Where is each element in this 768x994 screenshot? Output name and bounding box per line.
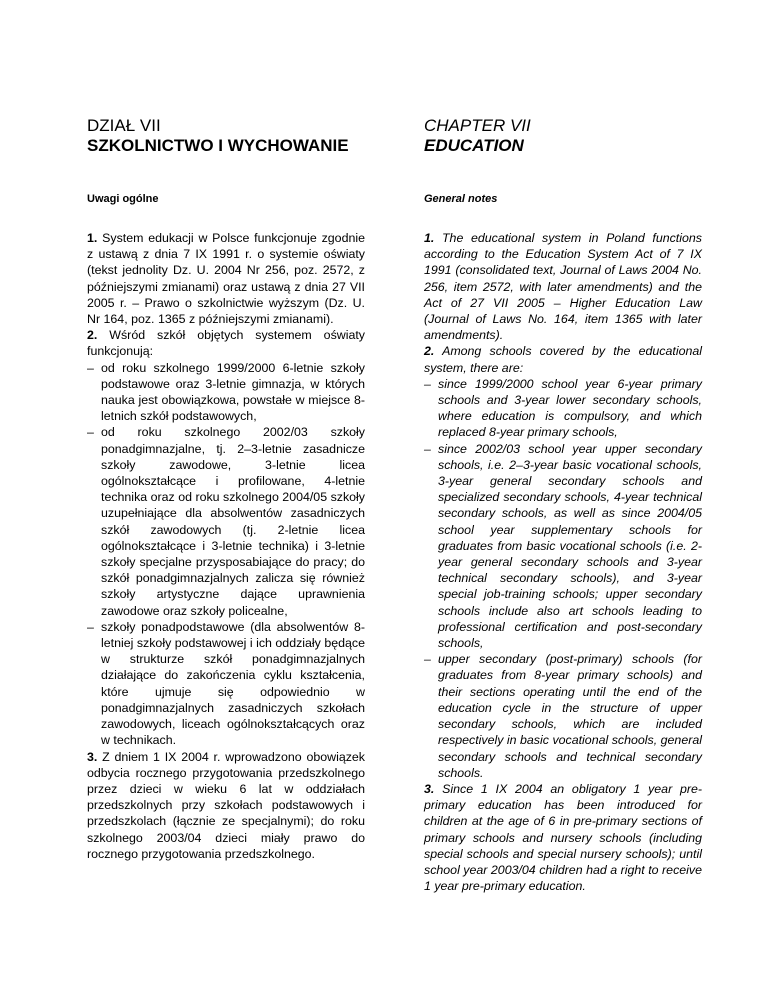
paragraph-text: Wśród szkół objętych systemem oświaty funkcjonują: <box>87 328 366 359</box>
paragraph-number: 2. <box>424 344 435 359</box>
paragraph-2-pl <box>87 327 365 359</box>
list-item <box>87 619 365 749</box>
paragraph-number: 1. <box>424 231 435 245</box>
paragraph-number: 3. <box>424 781 435 796</box>
polish-column <box>87 116 365 862</box>
list-item-text: szkoły ponadpodstawowe (dla absolwentów 8-letniej szkoły podstawowej i ich oddziały będące w strukturze szkół ponadgimnazjalnych działające do zakończenia cyklu kształcenia, które ujmuje się odpowiednio w ponadgimnazjalnych zasadniczych szkołach zawodowych, liceach ogólnokształcących oraz w technikach. <box>101 619 365 748</box>
paragraph-text: System edukacji w Polsce funkcjonuje zgodnie z ustawą z dnia 7 IX 1991 r. o systemie oświaty (tekst jednolity Dz. U. 2004 Nr 256, poz. 2572, z późniejszymi zmianami) oraz ustawą z dnia 27 VII 2005 r. – Prawo o szkolnictwie wyższym (Dz. U. Nr 164, poz. 1365 z późniejszymi zmianami). <box>87 231 365 327</box>
school-list-en <box>424 376 702 781</box>
dash-bullet: – <box>424 652 431 667</box>
paragraph-text: Among schools covered by the educational system, there are: <box>424 344 702 375</box>
list-item-text: upper secondary (post-primary) schools (for graduates from 8-year primary schools) and their sections operating until the end of the education cycle in the structure of upper secondary schools, which are included respectively in basic vocational schools, general secondary schools and technical secondary schools. <box>438 652 702 780</box>
dash-bullet: – <box>424 441 431 456</box>
chapter-title-pl: SZKOLNICTWO I WYCHOWANIE <box>87 136 349 155</box>
paragraph-text: Z dniem 1 IX 2004 r. wprowadzono obowiązek odbycia rocznego przygotowania przedszkolnego przez dzieci w wieku 6 lat w oddziałach przedszkolnych przy szkołach podstawowych i przedszkolach (łącznie ze specjalnymi); do roku szkolnego 2003/04 dzieci miały prawo do rocznego przygotowania przedszkolnego. <box>87 749 365 861</box>
paragraph-3-en <box>424 781 702 894</box>
paragraph-number: 3. <box>87 749 98 764</box>
list-item <box>87 360 365 425</box>
body-text-pl <box>87 230 365 862</box>
notes-heading-en: General notes <box>424 193 498 205</box>
school-list-pl <box>87 360 365 749</box>
list-item-text: od roku szkolnego 2002/03 szkoły ponadgimnazjalne, tj. 2–3-letnie zasadnicze szkoły zawodowe, 3-letnie licea ogólnokształcące i profilowane, 4-letnie technika oraz od roku szkolnego 2004/05 szkoły uzupełniające dla absolwentów zasadniczych szkół zawodowych (tj. 2-letnie licea ogólnokształcące i 3-letnie technika) i 3-letnie szkoły specjalne przysposabiające do pracy; do szkół ponadgimnazjalnych zalicza się również szkoły artystyczne dające uprawnienia zawodowe oraz szkoły policealne, <box>101 425 365 618</box>
paragraph-number: 1. <box>87 231 98 245</box>
paragraph-1-pl <box>87 230 365 327</box>
list-item <box>424 376 702 441</box>
chapter-label-en: CHAPTER VII <box>424 116 531 135</box>
paragraph-2-en <box>424 343 702 375</box>
dash-bullet: – <box>424 376 431 391</box>
dash-bullet: – <box>87 425 94 440</box>
dash-bullet: – <box>87 360 94 375</box>
body-text-en <box>424 230 702 894</box>
list-item <box>87 424 365 618</box>
list-item-text: od roku szkolnego 1999/2000 6-letnie szkoły podstawowe oraz 3-letnie gimnazja, w których nauka jest obowiązkowa, powstałe w miejsce 8-letnich szkół podstawowych, <box>101 360 365 424</box>
list-item <box>424 651 702 781</box>
list-item-text: since 1999/2000 school year 6-year primary schools and 3-year lower secondary schools, where education is compulsory, and which replaced 8-year primary schools, <box>438 376 702 440</box>
english-column <box>424 116 702 894</box>
paragraph-number: 2. <box>87 328 98 343</box>
paragraph-text: The educational system in Poland functions according to the Education System Act of 7 IX 1991 (consolidated text, Journal of Laws 2004 No. 256, item 2572, with later amendments) and the Act of 27 VII 2005 – Higher Education Law (Journal of Laws No. 164, item 1365 with later amendments). <box>424 231 702 343</box>
notes-heading-pl: Uwagi ogólne <box>87 193 159 205</box>
chapter-title-en: EDUCATION <box>424 136 524 155</box>
paragraph-text: Since 1 IX 2004 an obligatory 1 year pre-primary education has been introduced for children at the age of 6 in pre-primary sections of primary schools and nursery schools (including special schools and special nursery schools); until school year 2003/04 children had a right to receive 1 year pre-primary education. <box>424 781 702 894</box>
dash-bullet: – <box>87 619 94 634</box>
list-item-text: since 2002/03 school year upper secondary schools, i.e. 2–3-year basic vocational schools, 3-year general secondary schools and specialized secondary schools, 4-year technical secondary schools, as well as since 2004/05 school year supplementary schools for graduates from basic vocational schools (i.e. 2-year general secondary schools and 3-year technical secondary schools), and 3-year special job-training schools; upper secondary schools include also art schools leading to professional certification and post-secondary schools, <box>438 441 702 651</box>
list-item <box>424 441 702 652</box>
paragraph-3-pl <box>87 749 365 862</box>
paragraph-1-en <box>424 230 702 343</box>
chapter-label-pl: DZIAŁ VII <box>87 116 161 135</box>
